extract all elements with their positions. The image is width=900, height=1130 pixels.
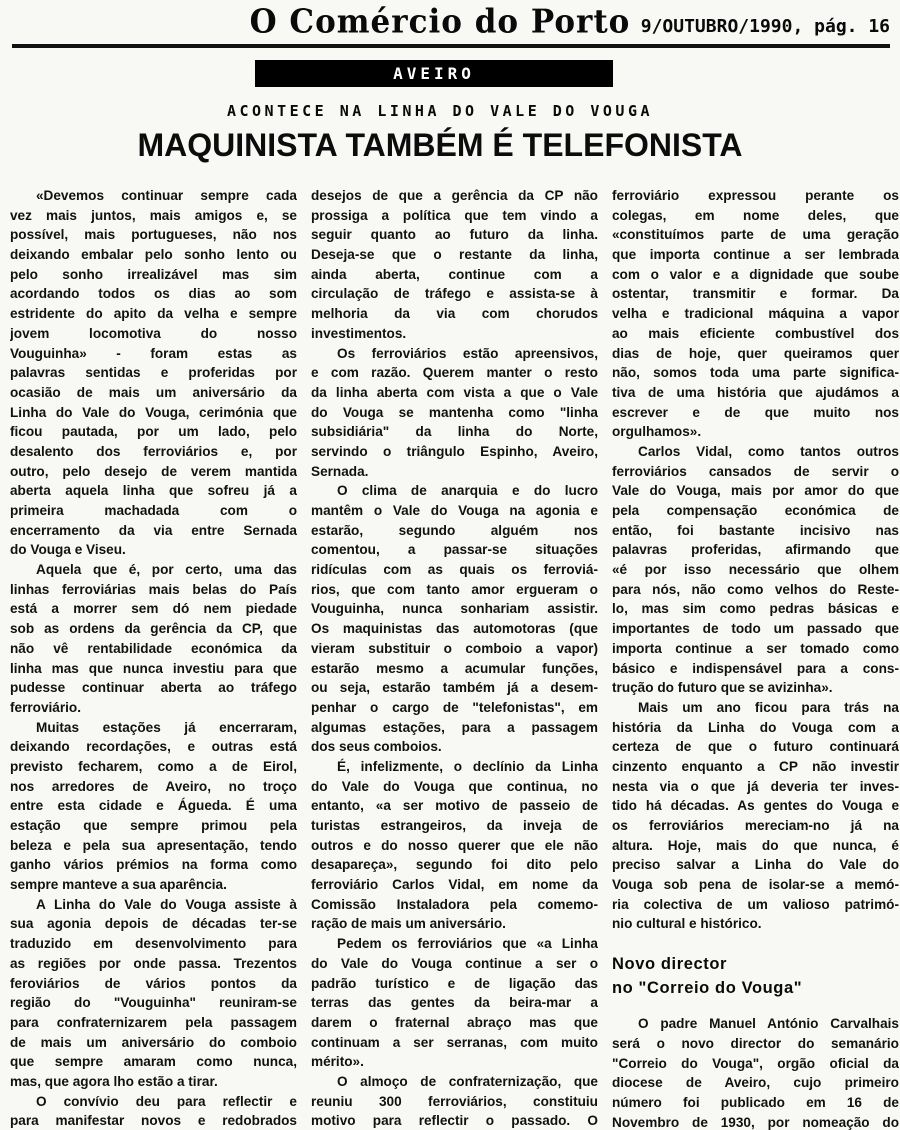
- body-text-line: penhar o cargo de "telefonistas", em: [311, 699, 598, 715]
- body-text-line: O almoço de confraternização, que: [337, 1073, 598, 1089]
- article-body: [10, 186, 899, 1130]
- body-text-line: circulação de tráfego e assista-se à: [311, 286, 598, 302]
- body-text-line: aberta aquela linha que sofreu já a: [10, 483, 297, 499]
- body-text-line: O convívio deu para reflectir e: [36, 1093, 297, 1109]
- body-text-line: rios, que com tanto amor ergueram o: [311, 581, 598, 597]
- body-text-line: «Devemos continuar sempre cada: [36, 188, 297, 203]
- body-text-line: dias de hoje, quer queiramos quer: [612, 345, 899, 361]
- body-text-line: Carlos Vidal, como tantos outros: [638, 443, 899, 459]
- body-text-line: as regiões por onde passa. Trezentos: [10, 955, 297, 971]
- body-text-line: será o novo director do semanário: [612, 1035, 899, 1051]
- body-text-line: velha e tradicional máquina a vapor: [612, 306, 899, 322]
- body-text-line: dos seus comboios.: [311, 739, 442, 755]
- body-text-line: Vouguinha, nunca sonhariam assistir.: [311, 601, 598, 617]
- header-rule: [12, 44, 890, 48]
- body-text-line: que importa continue a ser lembrada: [612, 247, 899, 263]
- body-text-line: certeza de que o futuro continuará: [612, 739, 899, 755]
- body-text-line: ficou pautada, por um lado, pelo: [10, 424, 297, 440]
- body-text-line: região do "Vouguinha" reuniram-se: [10, 995, 297, 1011]
- body-text-line: Vouga sob pena de isolar-se a memó-: [612, 877, 899, 893]
- body-text-line: estridente do apito da velha e sempre: [10, 306, 297, 322]
- body-text-line: Vouguinha» - foram estas as: [10, 345, 297, 361]
- body-text-line: O clima de anarquia e do lucro: [337, 483, 598, 499]
- body-text-line: Aquela que é, por certo, uma das: [36, 562, 297, 578]
- body-text-line: padrão turístico e de ligação das: [311, 975, 598, 991]
- body-text-line: encerramento da via entre Sernada: [10, 522, 297, 538]
- body-text-line: do Vale do Vouga que continua, no: [311, 778, 598, 794]
- body-text-line: Os maquinistas das automotoras (que: [311, 621, 598, 637]
- body-text-line: orgulhamos».: [612, 424, 702, 440]
- body-text-line: os ferroviários mereciam-no já na: [612, 818, 899, 833]
- body-text-line: melhoria da via com chorudos: [311, 306, 598, 322]
- body-text-line: altura. Hoje, mais do que nunca, é: [612, 837, 899, 853]
- body-text-line: tido há décadas. As gentes do Vouga e: [612, 798, 899, 814]
- body-text-line: «constituímos parte de uma geração: [612, 227, 899, 243]
- body-text-line: Pedem os ferroviários que «a Linha: [337, 936, 598, 952]
- body-text-line: ração de mais um aniversário.: [311, 916, 506, 932]
- body-text-line: "Correio do Vouga", orgão oficial da: [612, 1055, 899, 1071]
- subhead-line: Novo director: [612, 955, 728, 974]
- body-text-line: nio cultural e histórico.: [612, 916, 762, 932]
- body-text-line: diocese de Aveiro, cujo primeiro: [612, 1075, 899, 1091]
- body-text-line: reuniu 300 ferroviários, constituiu: [311, 1093, 598, 1109]
- body-text-line: outro, pelo desejo de verem mantida: [10, 463, 297, 479]
- body-text-line: história da Linha do Vouga com a: [612, 719, 899, 735]
- spacer: [612, 934, 899, 952]
- body-text-line: O padre Manuel António Carvalhais: [638, 1016, 899, 1032]
- body-text-line: ou seja, estarão também já a desem-: [311, 680, 598, 696]
- body-text-line: entre esta cidade e Águeda. É uma: [10, 798, 297, 814]
- body-text-line: escrever e de que muito nos: [612, 404, 899, 420]
- spacer: [612, 1000, 899, 1014]
- body-text-line: ferroviário Carlos Vidal, em nome da: [311, 877, 598, 893]
- body-text-line: do Vouga e Viseu.: [10, 542, 126, 558]
- body-text-line: mas, que agora lho estão a tirar.: [10, 1073, 218, 1089]
- body-text-line: deixando embalar pelo sonho lento ou: [10, 247, 297, 263]
- body-text-line: lo, mas sim como pedras básicas e: [612, 601, 899, 617]
- body-text-line: possível, mais portugueses, não nos: [10, 227, 297, 243]
- body-text-line: deixando recordações, e outras está: [10, 739, 297, 755]
- body-text-line: darem o fraternal abraço mas que: [311, 1014, 598, 1030]
- body-text-line: prossiga a política que tem vindo a: [311, 207, 598, 223]
- body-text-line: turistas estrangeiros, da inveja de: [311, 818, 598, 833]
- body-text-line: vez mais juntos, mais amigos e, se: [10, 207, 297, 223]
- body-text-line: ganho vários prémios na forma como: [10, 857, 297, 873]
- body-text-line: entanto, «a ser motivo de passeio de: [311, 798, 598, 814]
- newspaper-masthead: O Comércio do Porto: [249, 3, 631, 41]
- body-text-line: ferroviário expressou perante os: [612, 188, 899, 203]
- body-text-line: e com razão. Querem manter o resto: [311, 365, 598, 381]
- body-text-line: Os ferroviários estão apreensivos,: [337, 345, 598, 361]
- body-text-line: beleza e pela sua apresentação, tendo: [10, 837, 297, 853]
- body-text-line: terras das gentes da beira-mar a: [311, 995, 598, 1011]
- section-banner-aveiro: AVEIRO: [255, 60, 613, 87]
- body-text-line: não vê rentabilidade económica da: [10, 640, 297, 656]
- body-text-line: mérito».: [311, 1054, 364, 1070]
- body-text-line: do Vale do Vouga continue a ser o: [311, 955, 598, 971]
- body-text-line: Comissão Instaladora pela comemo-: [311, 896, 598, 912]
- body-text-line: Vale do Vouga, mais por amor do que: [612, 483, 899, 499]
- body-text-line: Muitas estações já encerraram,: [36, 719, 297, 735]
- body-text-line: para manifestar novos e redobrados: [10, 1113, 297, 1129]
- body-text-line: sua agonia depois de décadas ter-se: [10, 916, 297, 932]
- body-text-line: para confraternizarem pela passagem: [10, 1014, 297, 1030]
- body-text-line: acordando todos os dias ao som: [10, 286, 297, 302]
- body-text-line: subsidiária" da linha do Norte,: [311, 424, 598, 440]
- body-text-line: outros e do nosso querer que ele não: [311, 837, 598, 853]
- body-text-line: «é por isso necessário que olhem: [612, 562, 899, 578]
- body-text-line: estarão, segundo alguém nos: [311, 522, 598, 538]
- news-column-2: [311, 186, 598, 1130]
- body-text-line: nos arredores de Aveiro, no troço: [10, 778, 297, 794]
- body-text-line: está a morrer sem dó nem piedade: [10, 601, 297, 617]
- body-text-line: estação que sempre primou pela: [10, 818, 297, 833]
- body-text-line: preciso salvar a Linha do Vale do: [612, 857, 899, 873]
- body-text-line: importantes de todo um passado que: [612, 621, 899, 637]
- body-text-line: linhas ferroviárias mais belas do País: [10, 581, 297, 597]
- body-text-line: jovem locomotiva do nosso: [10, 325, 297, 341]
- body-text-line: pelo sonho irrealizável mas sim: [10, 266, 297, 282]
- news-column-1: [10, 186, 297, 1130]
- body-text-line: Mais um ano ficou para trás na: [638, 699, 899, 715]
- issue-date-page-number: 9/OUTUBRO/1990, pág. 16: [640, 16, 890, 37]
- body-text-line: então, foi bastante incisivo nas: [612, 522, 899, 538]
- body-text-line: número foi publicado em 16 de: [612, 1094, 899, 1110]
- body-text-line: importa continue a ser tomado como: [612, 640, 899, 656]
- body-text-line: estarão mesmo a acumular funções,: [311, 660, 598, 676]
- body-text-line: ostentar, transmitir e formar. Da: [612, 286, 899, 302]
- body-text-line: feroviários de vários pontos da: [10, 975, 297, 991]
- body-text-line: Deseja-se que o restante da linha,: [311, 247, 598, 263]
- news-column-3: [612, 186, 899, 1130]
- body-text-line: pudesse continuar aberta ao tráfego: [10, 680, 297, 696]
- body-text-line: Novembro de 1930, por nomeação do: [612, 1114, 899, 1130]
- body-text-line: ridículas com as quais os ferroviá-: [311, 562, 598, 578]
- body-text-line: ferroviário.: [10, 699, 82, 715]
- body-text-line: desejos de que a gerência da CP não: [311, 188, 598, 203]
- body-text-line: algumas estações, para a passagem: [311, 719, 598, 735]
- body-text-line: ao mais eficiente combustível dos: [612, 325, 899, 341]
- body-text-line: seguir quanto ao futuro da linha.: [311, 227, 598, 243]
- body-text-line: cinzento enquanto a CP não investir: [612, 758, 899, 774]
- body-text-line: palavras proferidas, afirmando que: [612, 542, 899, 558]
- body-text-line: da linha aberta com vista a que o Vale: [311, 384, 598, 400]
- body-text-line: trução do futuro que se avizinha».: [612, 680, 833, 696]
- body-text-line: ainda aberta, continue com a: [311, 266, 598, 282]
- body-text-line: traduzido em desenvolvimento para: [10, 936, 297, 952]
- body-text-line: palavras sentidas e proferidas por: [10, 365, 297, 381]
- body-text-line: continuam a ser serranas, com muito: [311, 1034, 598, 1050]
- body-text-line: que sempre amaram como nunca,: [10, 1054, 297, 1070]
- body-text-line: A Linha do Vale do Vouga assiste à: [36, 896, 297, 912]
- body-text-line: do Vouga se mantenha como "linha: [311, 404, 598, 420]
- article-kicker: ACONTECE NA LINHA DO VALE DO VOUGA: [226, 102, 654, 120]
- body-text-line: não, somos toda uma parte significa-: [612, 365, 899, 381]
- body-text-line: investimentos.: [311, 325, 407, 341]
- body-text-line: sob as ordens da gerência da CP, que: [10, 621, 297, 637]
- subhead-line: no "Correio do Vouga": [612, 979, 803, 998]
- body-text-line: básico e indispensável para a cons-: [612, 660, 899, 676]
- body-text-line: ferroviários cansados de servir o: [612, 463, 899, 479]
- body-text-line: linha mas que nunca investiu para que: [10, 660, 297, 676]
- article-headline: MAQUINISTA TAMBÉM É TELEFONISTA: [137, 127, 743, 163]
- body-text-line: para nós, não como velhos do Reste-: [612, 581, 899, 597]
- body-text-line: desapareça», segundo foi dito pelo: [311, 857, 598, 873]
- body-text-line: ocasião de mais um aniversário da: [10, 384, 297, 400]
- body-text-line: ria colectiva de um valioso patrimó-: [612, 896, 899, 912]
- body-text-line: desalento dos ferroviários e, por: [10, 443, 297, 459]
- body-text-line: Linha do Vale do Vouga, cerimónia que: [10, 404, 297, 420]
- body-text-line: sempre manteve a sua aparência.: [10, 877, 227, 893]
- body-text-line: vieram substituir o comboio a vapor): [311, 640, 598, 656]
- body-text-line: motivo para reflectir o passado. O: [311, 1113, 598, 1129]
- body-text-line: Sernada.: [311, 463, 369, 479]
- body-text-line: É, infelizmente, o declínio da Linha: [337, 758, 598, 774]
- body-text-line: pela compensação económica de: [612, 503, 899, 518]
- body-text-line: servindo o triângulo Espinho, Aveiro,: [311, 443, 598, 459]
- body-text-line: comentou, a passar-se situações: [311, 542, 598, 558]
- body-text-line: mantêm o Vale do Vouga na agonia e: [311, 503, 598, 518]
- body-text-line: previsto fecharem, como a de Eirol,: [10, 758, 297, 774]
- body-text-line: colegas, em nome deles, que: [612, 207, 899, 223]
- body-text-line: com o valor e a dignidade que soube: [612, 266, 899, 282]
- body-text-line: primeira machadada com o: [10, 503, 297, 518]
- body-text-line: de mais um aniversário do comboio: [10, 1034, 297, 1050]
- body-text-line: nesta via o que já deveria ter inves-: [612, 778, 899, 794]
- body-text-line: tiva de uma história que ajudámos a: [612, 384, 899, 400]
